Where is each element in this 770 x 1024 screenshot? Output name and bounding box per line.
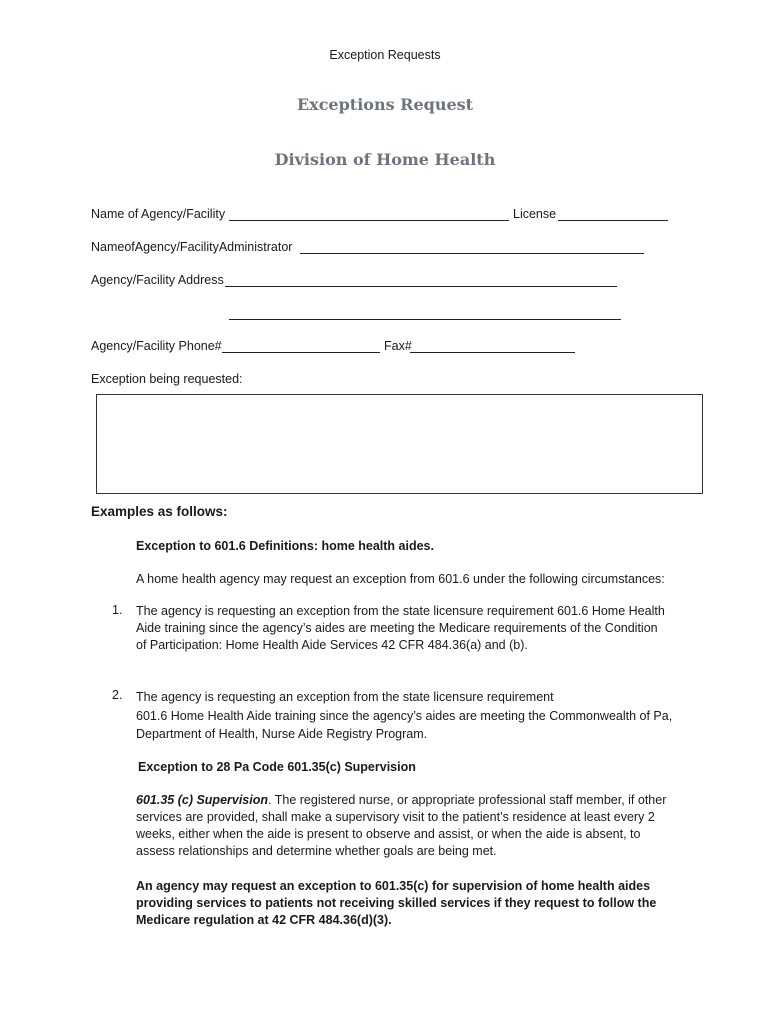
supervision-line: . The registered nurse, or appropriate professional staff member, if other <box>268 793 667 807</box>
item1-line: Aide training since the agency’s aides are meeting the Medicare requirements of the Condition <box>136 621 658 635</box>
division-title: Division of Home Health <box>274 150 496 169</box>
item1-text <box>136 603 726 654</box>
item2-text <box>136 688 726 744</box>
item1-line: of Participation: Home Health Aide Services 42 CFR 484.36(a) and (b). <box>136 638 528 652</box>
form-title: Exceptions Request <box>296 95 474 114</box>
license-label: License <box>513 207 557 221</box>
section1-intro: A home health agency may request an exception from 601.6 under the following circumstances: <box>136 572 665 586</box>
license-field[interactable] <box>558 220 668 221</box>
supervision-term: 601.35 (c) Supervision <box>136 793 269 807</box>
item2-line: 601.6 Home Health Aide training since the agency’s aides are meeting the Commonwealth of Pa, <box>136 708 673 723</box>
closing-paragraph <box>136 878 726 929</box>
phone-field[interactable] <box>222 352 380 353</box>
phone-label: Agency/Facility Phone# <box>91 339 222 353</box>
document-header: Exception Requests <box>329 48 441 62</box>
item1-number: 1. <box>112 603 123 617</box>
supervision-line: assess relationships and determine whether goals are being met. <box>136 844 497 858</box>
item1-line: The agency is requesting an exception from the state licensure requirement 601.6 Home Health <box>136 604 665 618</box>
agency-name-label: Name of Agency/Facility <box>91 207 226 221</box>
examples-heading: Examples as follows: <box>91 504 228 519</box>
exception-text-box[interactable] <box>96 394 703 494</box>
closing-line: Medicare regulation at 42 CFR 484.36(d)(3). <box>136 913 392 927</box>
closing-line: providing services to patients not receiving skilled services if they request to follow the <box>136 896 657 910</box>
supervision-line: weeks, either when the aide is present to observe and assist, or when the aide is absent, to <box>136 827 641 841</box>
exception-label: Exception being requested: <box>91 372 243 386</box>
item2-line: Department of Health, Nurse Aide Registry Program. <box>136 727 428 741</box>
administrator-field[interactable] <box>300 253 644 254</box>
section1-heading: Exception to 601.6 Definitions: home health aides. <box>136 539 434 553</box>
fax-field[interactable] <box>410 352 575 353</box>
supervision-paragraph <box>136 792 726 860</box>
address-label: Agency/Facility Address <box>91 273 224 287</box>
address-field-line1[interactable] <box>225 286 617 287</box>
fax-label: Fax# <box>384 339 412 353</box>
administrator-label: NameofAgency/FacilityAdministrator <box>91 240 293 254</box>
item2-line: The agency is requesting an exception from the state licensure requirement <box>136 690 554 704</box>
supervision-line: services are provided, shall make a supervisory visit to the patient’s residence at least every 2 <box>136 810 655 824</box>
closing-line: An agency may request an exception to 601.35(c) for supervision of home health aides <box>136 879 651 893</box>
agency-name-field[interactable] <box>229 220 509 221</box>
item2-number: 2. <box>112 688 123 702</box>
section2-heading: Exception to 28 Pa Code 601.35(c) Supervision <box>138 760 416 774</box>
address-field-line2[interactable] <box>229 319 621 320</box>
